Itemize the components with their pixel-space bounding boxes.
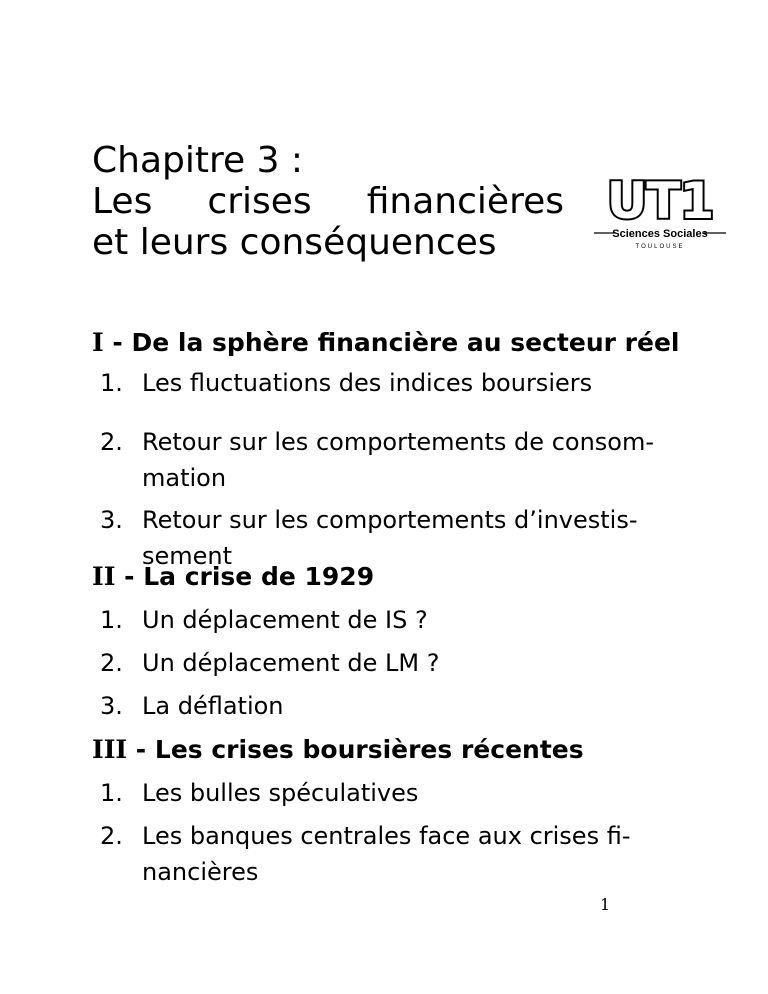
section-roman: III bbox=[92, 735, 128, 764]
item-text-continued: mation bbox=[142, 464, 227, 492]
item-number: 1. bbox=[100, 369, 123, 397]
section-heading-2: II - La crise de 1929 bbox=[92, 562, 375, 591]
item-text: Un déplacement de LM ? bbox=[142, 649, 440, 677]
list-item bbox=[100, 424, 692, 496]
item-text: Les banques centrales face aux crises fi- bbox=[142, 822, 631, 850]
item-number: 1. bbox=[100, 779, 123, 807]
title-line-3: et leurs conséquences bbox=[92, 222, 497, 263]
list-item bbox=[100, 775, 692, 811]
item-number: 1. bbox=[100, 606, 123, 634]
section-title: Les crises boursières récentes bbox=[154, 735, 584, 764]
section-title: La crise de 1929 bbox=[143, 562, 375, 591]
item-text: Les bulles spéculatives bbox=[142, 779, 419, 807]
list-item bbox=[100, 602, 692, 638]
logo-name: Sciences Sociales bbox=[612, 228, 708, 240]
list-item bbox=[100, 645, 692, 681]
title-word: Les bbox=[92, 181, 153, 222]
item-text-continued: nancières bbox=[142, 858, 259, 886]
item-text: La déflation bbox=[142, 692, 284, 720]
logo-city: TOULOUSE bbox=[635, 244, 685, 250]
item-number: 3. bbox=[100, 692, 123, 720]
title-line-2 bbox=[92, 181, 564, 222]
section-heading-1: I - De la sphère financière au secteur réel bbox=[92, 328, 680, 357]
item-text: Un déplacement de IS ? bbox=[142, 606, 428, 634]
page-number: 1 bbox=[600, 895, 611, 914]
item-number: 2. bbox=[100, 822, 123, 850]
section-roman: I bbox=[92, 328, 104, 357]
section-heading-3: III - Les crises boursières récentes bbox=[92, 735, 584, 764]
title-line-1: Chapitre 3 : bbox=[92, 140, 304, 181]
item-text-continued: sement bbox=[142, 542, 233, 570]
item-number: 2. bbox=[100, 428, 123, 456]
list-item bbox=[100, 818, 692, 890]
section-title: De la sphère financière au secteur réel bbox=[131, 328, 680, 357]
ut1-logo bbox=[590, 168, 730, 252]
section-roman: II bbox=[92, 562, 116, 591]
title-word: crises bbox=[207, 181, 312, 222]
item-number: 3. bbox=[100, 506, 123, 534]
item-number: 2. bbox=[100, 649, 123, 677]
logo-mark: UT1 bbox=[606, 172, 714, 230]
item-text: Les fluctuations des indices boursiers bbox=[142, 369, 593, 397]
title-word: financières bbox=[366, 181, 564, 222]
item-text: Retour sur les comportements de consom- bbox=[142, 428, 655, 456]
list-item bbox=[100, 688, 692, 724]
list-item bbox=[100, 365, 692, 401]
item-text: Retour sur les comportements d’investis- bbox=[142, 506, 638, 534]
chapter-title bbox=[92, 140, 572, 263]
